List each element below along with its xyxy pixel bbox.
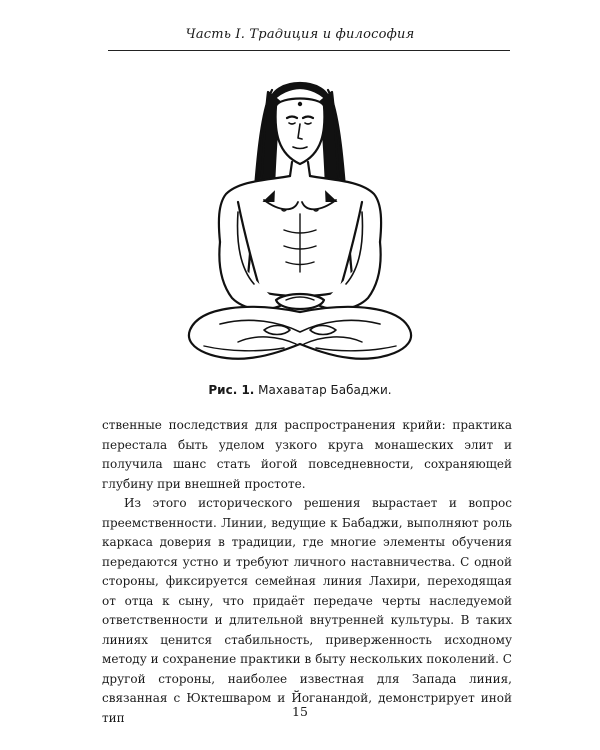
running-head: Часть I. Традиция и философия [185,27,415,42]
page-number: 15 [292,704,308,719]
paragraph: ственные последствия для распространения крийи: практика перестала быть уделом узкого круга монашеских элит и получила шанс стать йогой повседневности, сохраняющей глубину при внешней простоте. [102,418,512,491]
figure-caption-label: Рис. 1. [208,383,255,397]
figure-caption [0,383,600,397]
figure-caption-text: Махаватар Бабаджи. [254,383,392,397]
body-text [102,416,512,728]
figure-illustration [160,62,440,374]
header-rule [108,50,510,51]
seated-meditating-figure-icon [160,62,440,374]
paragraph: Из этого исторического решения вырастает и вопрос преемственности. Линии, ведущие к Бабаджи, выполняют роль каркаса доверия в традиции, где многие элементы обучения передаются устно и требуют личного наставничества. С одной стороны, фиксируется семейная линия Лахири, переходящая от отца к сыну, что придаёт передаче черты наследуемой ответственности и длительной внутренней культуры. В таких линиях ценится стабильность, приверженность исходному методу и сохранение практики в быту нескольких поколений. С другой стороны, наиболее известная для Запада линия, связанная с Юктешваром и Йоганандой, демонстрирует иной тип [102,496,512,725]
